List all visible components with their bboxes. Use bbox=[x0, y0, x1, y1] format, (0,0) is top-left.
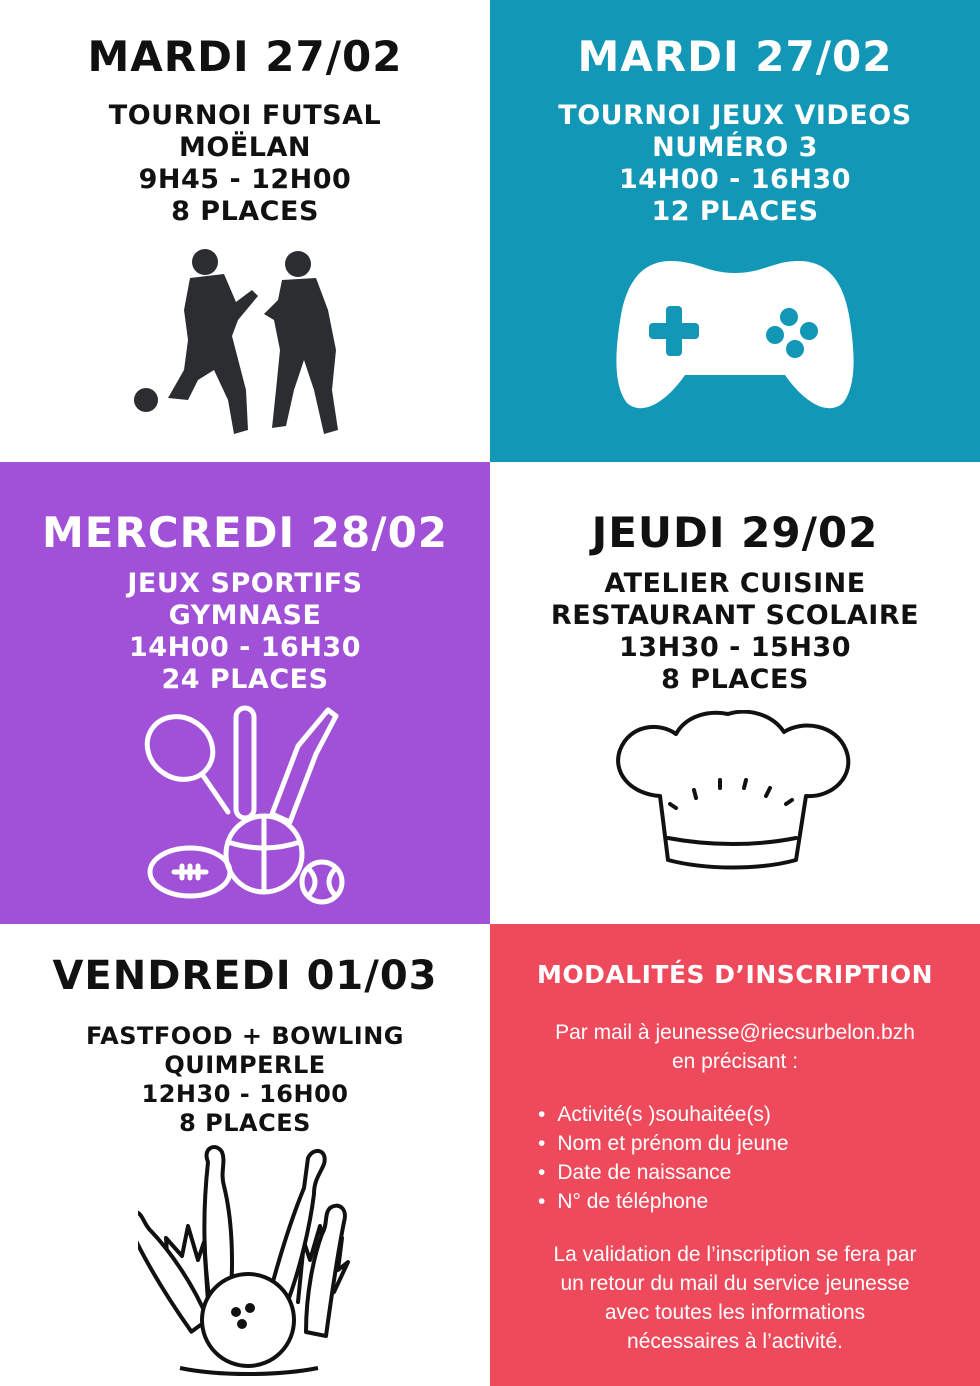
event-places: 8 PLACES bbox=[179, 1109, 311, 1137]
list-item: • Date de naissance bbox=[538, 1158, 966, 1187]
event-location: QUIMPERLE bbox=[164, 1051, 326, 1079]
inscription-title: MODALITÉS D’INSCRIPTION bbox=[536, 960, 934, 989]
event-title: ATELIER CUISINE bbox=[604, 568, 866, 599]
soccer-players-icon bbox=[128, 240, 368, 445]
event-info bbox=[490, 100, 980, 228]
inscription-outro-line: La validation de l’inscription se fera par bbox=[553, 1243, 917, 1266]
event-title: TOURNOI FUTSAL bbox=[108, 100, 382, 131]
event-places: 8 PLACES bbox=[171, 196, 319, 227]
event-title: TOURNOI JEUX VIDEOS bbox=[558, 100, 912, 131]
event-card-bowling bbox=[0, 924, 490, 1386]
event-location: MOËLAN bbox=[179, 132, 311, 163]
inscription-intro-line: en précisant : bbox=[671, 1050, 799, 1073]
inscription-requirements-list bbox=[538, 1100, 966, 1216]
event-info bbox=[490, 568, 980, 696]
event-location: GYMNASE bbox=[168, 600, 322, 631]
game-controller-icon bbox=[613, 255, 857, 410]
event-card-jeux-videos bbox=[490, 0, 980, 462]
event-day: MERCREDI 28/02 bbox=[41, 508, 449, 557]
event-card-futsal bbox=[0, 0, 490, 462]
event-title: JEUX SPORTIFS bbox=[127, 568, 363, 599]
list-item: • Nom et prénom du jeune bbox=[538, 1129, 966, 1158]
inscription-outro-line: avec toutes les informations bbox=[604, 1301, 866, 1324]
event-day: VENDREDI 01/03 bbox=[52, 953, 438, 999]
event-time: 14H00 - 16H30 bbox=[619, 164, 851, 195]
event-card-jeux-sportifs bbox=[0, 462, 490, 924]
event-time: 9H45 - 12H00 bbox=[138, 164, 352, 195]
event-places: 8 PLACES bbox=[661, 664, 809, 695]
event-time: 12H30 - 16H00 bbox=[141, 1080, 349, 1108]
event-day: JEUDI 29/02 bbox=[591, 508, 879, 557]
event-time: 13H30 - 15H30 bbox=[619, 632, 851, 663]
inscription-outro-line: nécessaires à l’activité. bbox=[627, 1330, 843, 1353]
event-day: MARDI 27/02 bbox=[87, 32, 403, 81]
event-location: NUMÉRO 3 bbox=[652, 132, 818, 163]
inscription-body bbox=[504, 1018, 966, 1356]
event-info bbox=[0, 568, 490, 696]
event-info bbox=[0, 1022, 490, 1138]
inscription-panel bbox=[490, 924, 980, 1386]
event-card-atelier-cuisine bbox=[490, 462, 980, 924]
event-places: 12 PLACES bbox=[651, 196, 819, 227]
sports-equipment-icon bbox=[140, 702, 355, 907]
list-item: • Activité(s )souhaitée(s) bbox=[538, 1100, 966, 1129]
event-info bbox=[0, 100, 490, 228]
inscription-outro-line: un retour du mail du service jeunesse bbox=[560, 1272, 910, 1295]
chef-hat-icon bbox=[610, 710, 860, 870]
list-item: • N° de téléphone bbox=[538, 1187, 966, 1216]
event-places: 24 PLACES bbox=[161, 664, 329, 695]
bowling-icon bbox=[138, 1142, 358, 1377]
event-location: RESTAURANT SCOLAIRE bbox=[550, 600, 920, 631]
event-day: MARDI 27/02 bbox=[577, 32, 893, 81]
event-title: FASTFOOD + BOWLING bbox=[86, 1022, 404, 1050]
inscription-intro-line: Par mail à jeunesse@riecsurbelon.bzh bbox=[555, 1021, 915, 1044]
event-time: 14H00 - 16H30 bbox=[129, 632, 361, 663]
